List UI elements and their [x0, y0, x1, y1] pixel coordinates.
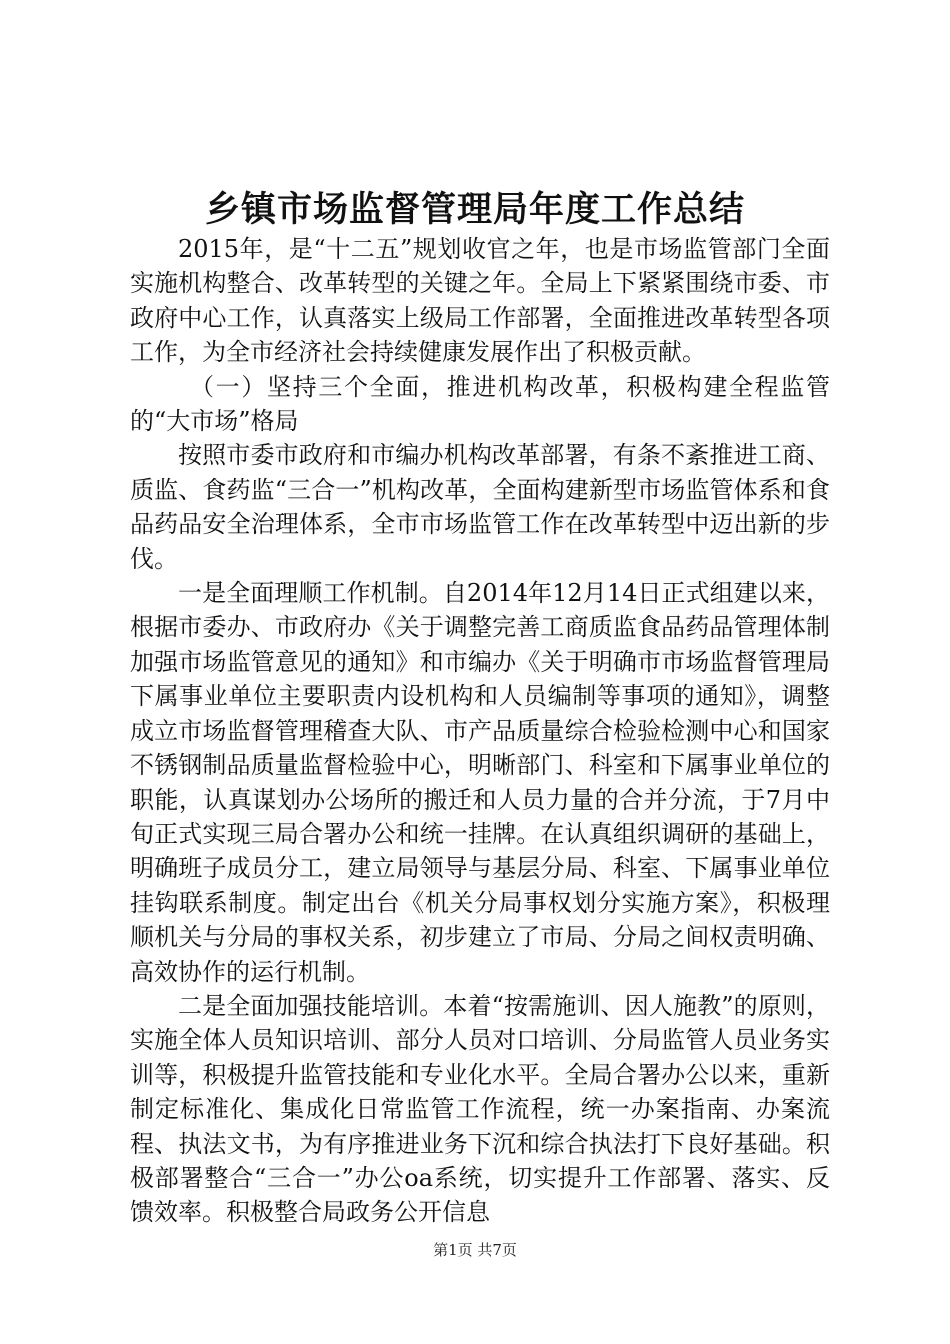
- section-heading: （一）坚持三个全面，推进机构改革，积极构建全程监管的“大市场”格局: [130, 372, 830, 436]
- document-body: [130, 232, 830, 1230]
- paragraph-mechanism: 一是全面理顺工作机制。自2014年12月14日正式组建以来，根据市委办、市政府办《关于调整完善工商质监食品药品管理体制加强市场监管意见的通知》和市编办《关于明确市市场监督管理局下属事业单位主要职责内设机构和人员编制等事项的通知》，调整成立市场监督管理稽查大队、市产品质量综合检验检测中心和国家不锈钢制品质量监督检验中心，明晰部门、科室和下属事业单位的职能，认真谋划办公场所的搬迁和人员力量的合并分流，于7月中旬正式实现三局合署办公和统一挂牌。在认真组织调研的基础上，明确班子成员分工，建立局领导与基层分局、科室、下属事业单位挂钩联系制度。制定出台《机关分局事权划分实施方案》，积极理顺机关与分局的事权关系，初步建立了市局、分局之间权责明确、高效协作的运行机制。: [130, 579, 830, 986]
- paragraph-training: 二是全面加强技能培训。本着“按需施训、因人施教”的原则，实施全体人员知识培训、部分人员对口培训、分局监管人员业务实训等，积极提升监管技能和专业化水平。全局合署办公以来，重新制定标准化、集成化日常监管工作流程，统一办案指南、办案流程、执法文书，为有序推进业务下沉和综合执法打下良好基础。积极部署整合“三合一”办公oa系统，切实提升工作部署、落实、反馈效率。积极整合局政务公开信息: [130, 991, 830, 1227]
- document-title: 乡镇市场监督管理局年度工作总结: [204, 189, 745, 230]
- paragraph-reform: 按照市委市政府和市编办机构改革部署，有条不紊推进工商、质监、食药监“三合一”机构改革，全面构建新型市场监管体系和食品药品安全治理体系，全市市场监管工作在改革转型中迈出新的步伐。: [130, 441, 830, 573]
- page-footer: 第1页 共7页: [433, 1241, 517, 1259]
- paragraph-intro: 2015年，是“十二五”规划收官之年，也是市场监管部门全面实施机构整合、改革转型的关键之年。全局上下紧紧围绕市委、市政府中心工作，认真落实上级局工作部署，全面推进改革转型各项工作，为全市经济社会持续健康发展作出了积极贡献。: [130, 235, 830, 367]
